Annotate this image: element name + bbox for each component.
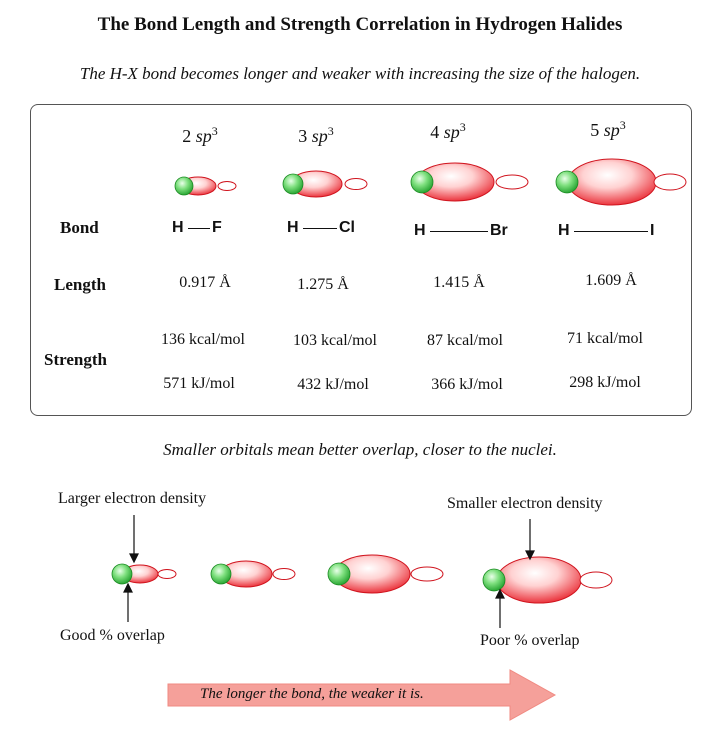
bond-x-label: Cl bbox=[339, 219, 355, 236]
orbital-bottom-1 bbox=[112, 564, 176, 584]
diagram-title: The Bond Length and Strength Correlation in Hydrogen Halides bbox=[97, 14, 623, 35]
orbital-hcl bbox=[283, 171, 367, 197]
strength-kj: 298 kJ/mol bbox=[569, 374, 641, 391]
orbital-hf bbox=[175, 177, 236, 195]
hybridization-label: 5 $sp^3$ bbox=[590, 118, 626, 140]
trend-arrow-text: The longer the bond, the weaker it is. bbox=[200, 686, 424, 702]
strength-kj: 571 kJ/mol bbox=[163, 375, 235, 392]
orbital-hi bbox=[556, 159, 686, 205]
length-value: 1.415 Å bbox=[433, 274, 485, 291]
overlap-caption: Smaller orbitals mean better overlap, closer to the nuclei. bbox=[163, 440, 557, 459]
bond-line-hbr bbox=[430, 231, 488, 232]
annotation-larger-density: Larger electron density bbox=[58, 490, 207, 507]
bond-h-label: H bbox=[287, 219, 299, 236]
row-label-strength: Strength bbox=[44, 350, 107, 369]
strength-kcal: 103 kcal/mol bbox=[293, 332, 377, 349]
bond-x-label: Br bbox=[490, 222, 508, 239]
bond-line-hi bbox=[574, 231, 648, 232]
bond-x-label: I bbox=[650, 222, 655, 239]
bond-h-label: H bbox=[558, 222, 570, 239]
strength-kcal: 136 kcal/mol bbox=[161, 331, 245, 348]
hybridization-label: 3 $sp^3$ bbox=[298, 124, 334, 146]
length-value: 1.275 Å bbox=[297, 276, 349, 293]
bond-h-label: H bbox=[414, 222, 426, 239]
orbital-bottom-3 bbox=[328, 555, 443, 593]
annotation-poor-overlap: Poor % overlap bbox=[480, 632, 580, 649]
diagram-subtitle: The H-X bond becomes longer and weaker with increasing the size of the halogen. bbox=[79, 64, 641, 83]
orbital-bottom-2 bbox=[211, 561, 295, 587]
strength-kcal: 87 kcal/mol bbox=[427, 332, 503, 349]
hybridization-label: 4 $sp^3$ bbox=[430, 120, 466, 142]
length-value: 1.609 Å bbox=[585, 272, 637, 289]
annotation-good-overlap: Good % overlap bbox=[60, 627, 165, 644]
row-label-bond: Bond bbox=[60, 218, 99, 237]
annotation-smaller-density: Smaller electron density bbox=[447, 495, 603, 512]
row-label-length: Length bbox=[54, 275, 106, 294]
strength-kcal: 71 kcal/mol bbox=[567, 330, 643, 347]
strength-kj: 432 kJ/mol bbox=[297, 376, 369, 393]
bond-h-label: H bbox=[172, 219, 184, 236]
bond-line-hf bbox=[188, 228, 210, 229]
bond-line-hcl bbox=[303, 228, 337, 229]
strength-kj: 366 kJ/mol bbox=[431, 376, 503, 393]
orbital-hbr bbox=[411, 163, 528, 201]
length-value: 0.917 Å bbox=[179, 274, 231, 291]
hybridization-label: 2 $sp^3$ bbox=[182, 124, 218, 146]
bond-x-label: F bbox=[212, 219, 222, 236]
